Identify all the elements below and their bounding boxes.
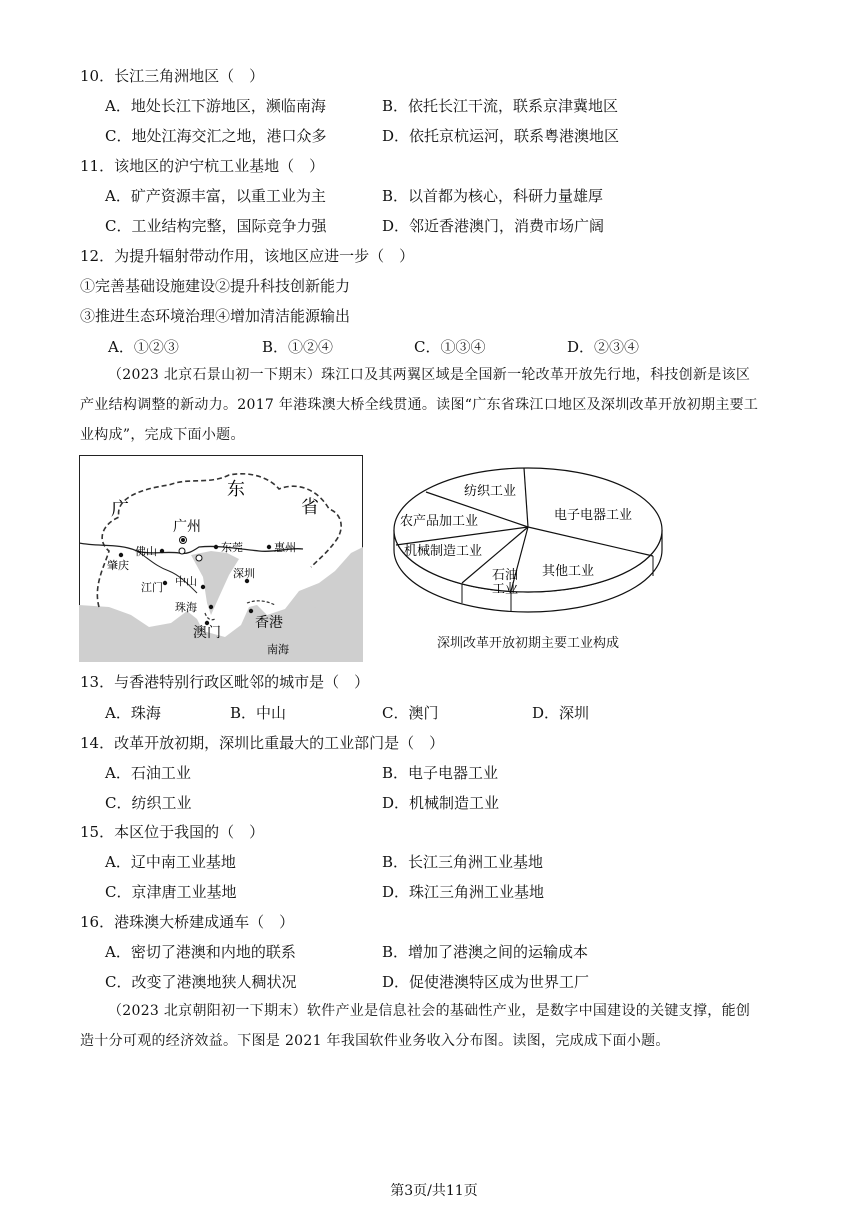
option-11b[interactable]: B．以首都为核心，科研力量雄厚 [382,187,604,205]
option-16d[interactable]: D．促使港澳特区成为世界工厂 [382,973,590,991]
option-13c[interactable]: C．澳门 [382,704,439,722]
label-huizhou: 惠州 [274,541,296,554]
option-15b[interactable]: B．长江三角洲工业基地 [382,853,544,871]
slice-label-textile: 纺织工业 [464,484,517,499]
label-xianggang: 香港 [255,615,283,631]
option-12b[interactable]: B．①②④ [262,338,334,356]
question-10-stem: 10．长江三角洲地区（ ） [80,67,265,85]
option-12d[interactable]: D．②③④ [567,338,640,356]
option-11c[interactable]: C．工业结构完整，国际竞争力强 [105,217,327,235]
slice-label-other: 其他工业 [542,564,595,579]
material-paragraph-2 [80,996,792,1056]
question-13-stem: 13．与香港特别行政区毗邻的城市是（ ） [80,673,370,691]
question-11-stem: 11．该地区的沪宁杭工业基地（ ） [80,157,325,175]
label-zhuhai: 珠海 [175,601,197,614]
material-2-line-1: （2023 北京朝阳初一下期末）软件产业是信息社会的基础性产业，是数字中国建设的关键支撑，能创 [108,1003,751,1019]
material-1-line-1: （2023 北京石景山初一下期末）珠江口及其两翼区域是全国新一轮改革开放先行地，科技创新是该区 [108,367,751,383]
material-1-line-3: 业构成”，完成下面小题。 [80,427,245,443]
option-11a[interactable]: A．矿产资源丰富，以重工业为主 [105,187,326,205]
slice-label-electronics: 电子电器工业 [554,508,633,523]
option-15c[interactable]: C．京津唐工业基地 [105,883,237,901]
label-nanhai: 南海 [267,643,289,656]
option-14c[interactable]: C．纺织工业 [105,794,192,812]
option-12c[interactable]: C．①③④ [414,338,486,356]
slice-label-agri: 农产品加工业 [400,514,479,529]
question-14-stem: 14．改革开放初期，深圳比重最大的工业部门是（ ） [80,734,445,752]
label-jiangmen: 江门 [141,581,163,594]
option-16a[interactable]: A．密切了港澳和内地的联系 [105,943,296,961]
label-guang: 广 [111,499,129,520]
option-15a[interactable]: A．辽中南工业基地 [105,853,236,871]
option-13d[interactable]: D．深圳 [532,704,590,722]
option-13a[interactable]: A．珠海 [105,704,161,722]
question-16-stem: 16．港珠澳大桥建成通车（ ） [80,913,295,931]
option-16b[interactable]: B．增加了港澳之间的运输成本 [382,943,589,961]
option-10d[interactable]: D．依托京杭运河，联系粤港澳地区 [382,127,620,145]
slice-label-petroleum-1: 石油 [492,568,519,583]
label-foshan: 佛山 [135,545,157,558]
page-footer: 第3页/共11页 [390,1183,478,1199]
label-zhongshan: 中山 [175,575,197,588]
option-14d[interactable]: D．机械制造工业 [382,794,500,812]
label-aomen: 澳门 [193,625,221,641]
label-dongguan: 东莞 [221,541,243,554]
option-16c[interactable]: C．改变了港澳地狭人稠状况 [105,973,297,991]
slice-label-petroleum-2: 工业 [492,582,519,597]
pie-caption: 深圳改革开放初期主要工业构成 [436,636,619,651]
option-14a[interactable]: A．石油工业 [105,764,191,782]
pie-top [394,468,662,592]
label-shenzhen: 深圳 [233,567,255,580]
statement-line-2: ③推进生态环境治理④增加清洁能源输出 [80,307,351,325]
option-10c[interactable]: C．地处江海交汇之地，港口众多 [105,127,327,145]
label-guangzhou: 广州 [173,519,201,535]
label-sheng: 省 [301,497,319,518]
option-11d[interactable]: D．邻近香港澳门，消费市场广阔 [382,217,605,235]
option-15d[interactable]: D．珠江三角洲工业基地 [382,883,545,901]
question-12-stem: 12．为提升辐射带动作用，该地区应进一步（ ） [80,247,415,265]
label-dong: 东 [227,479,245,500]
material-paragraph-1 [80,360,792,450]
shenzhen-industry-pie [388,455,668,655]
option-10b[interactable]: B．依托长江干流，联系京津冀地区 [382,97,619,115]
material-2-line-2: 造十分可观的经济效益。下图是 2021 年我国软件业务收入分布图。读图，完成成下面小题。 [80,1033,670,1049]
material-1-line-2: 产业结构调整的新动力。2017 年港珠澳大桥全线贯通。读图“广东省珠江口地区及深圳改革开放初期主要工 [80,397,759,413]
option-10a[interactable]: A．地处长江下游地区，濒临南海 [105,97,326,115]
slice-label-machinery: 机械制造工业 [404,544,483,559]
label-zhaoqing: 肇庆 [107,559,129,572]
option-13b[interactable]: B．中山 [230,704,287,722]
pearl-river-delta-map [79,455,363,662]
question-15-stem: 15．本区位于我国的（ ） [80,823,265,841]
option-12a[interactable]: A．①②③ [108,338,179,356]
option-14b[interactable]: B．电子电器工业 [382,764,499,782]
statement-line-1: ①完善基础设施建设②提升科技创新能力 [80,277,351,295]
